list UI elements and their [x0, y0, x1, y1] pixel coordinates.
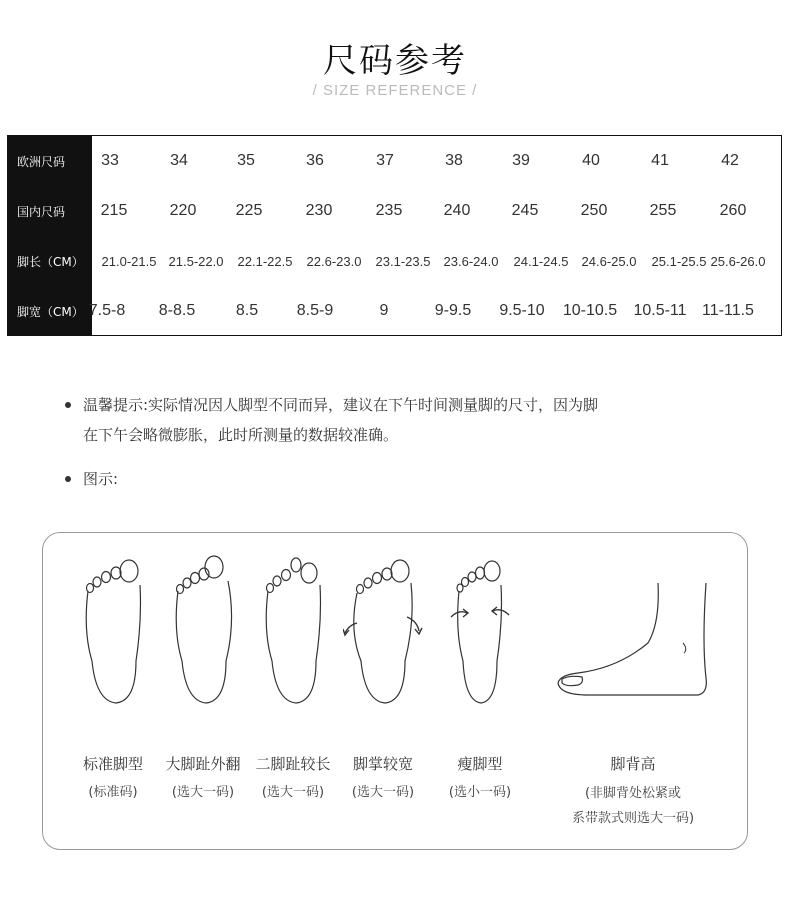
- table-cell: 250: [580, 202, 608, 219]
- table-cell: 9: [379, 302, 389, 319]
- table-cell: 38: [445, 152, 463, 169]
- table-cell: 255: [649, 202, 677, 219]
- table-cell: 40: [582, 152, 600, 169]
- table-cell: 36: [306, 152, 324, 169]
- foot-type-slim: [435, 551, 525, 800]
- table-cell: 41: [651, 152, 669, 169]
- table-row-eu: [8, 136, 781, 186]
- table-cell: 230: [305, 202, 333, 219]
- foot-note: (选大一码): [351, 785, 415, 800]
- row-label: 脚宽（CM）: [8, 286, 92, 336]
- wide-foot-icon: [343, 551, 423, 711]
- table-row-cn: [8, 186, 781, 236]
- table-cell: 25.6-26.0: [710, 253, 766, 269]
- diagram-label: 图示:: [83, 470, 119, 488]
- table-cell: 23.1-23.5: [375, 253, 431, 269]
- foot-note: (选大一码): [261, 785, 325, 800]
- foot-note: (选小一码): [448, 785, 512, 800]
- table-cell: 22.6-23.0: [306, 253, 362, 269]
- row-label: 国内尺码: [8, 186, 92, 236]
- table-cell: 8.5: [235, 302, 259, 319]
- table-row-width: [8, 286, 781, 336]
- foot-type-standard: [68, 551, 158, 800]
- foot-label: 二脚趾较长: [255, 755, 331, 773]
- table-cell: 8.5-9: [296, 302, 334, 319]
- page-title: 尺码参考: [323, 41, 467, 81]
- table-cell: 33: [101, 152, 119, 169]
- foot-type-long-second-toe: [248, 551, 338, 800]
- table-cell: 35: [237, 152, 255, 169]
- page-subtitle: / SIZE REFERENCE /: [312, 82, 478, 99]
- table-cell: 8-8.5: [158, 302, 196, 319]
- tip-note: [65, 390, 745, 450]
- table-cell: 11-11.5: [702, 302, 754, 319]
- table-cell: 9-9.5: [434, 302, 472, 319]
- table-cell: 9.5-10: [499, 302, 545, 319]
- foot-note: (标准码): [88, 785, 138, 800]
- foot-note-line: (非脚背处松紧或: [584, 786, 682, 801]
- table-cell: 34: [170, 152, 188, 169]
- foot-note-line: 系带款式则选大一码): [571, 811, 695, 826]
- foot-label: 大脚趾外翻: [165, 755, 241, 773]
- foot-type-bunion: [158, 551, 248, 800]
- standard-foot-icon: [78, 551, 148, 711]
- table-cell: 215: [100, 202, 128, 219]
- foot-note: (选大一码): [171, 785, 235, 800]
- tip-line-2: 在下午会略微膨胀，此时所测量的数据较准确。: [83, 426, 399, 444]
- foot-type-high-instep: [548, 583, 718, 826]
- table-cell: 235: [375, 202, 403, 219]
- table-cell: 225: [235, 202, 263, 219]
- foot-label: 脚背高: [610, 755, 656, 773]
- table-cell: 10.5-11: [633, 302, 687, 319]
- table-cell: 22.1-22.5: [237, 253, 293, 269]
- long-second-toe-foot-icon: [258, 551, 328, 711]
- tip-line-1: 温馨提示:实际情况因人脚型不同而异，建议在下午时间测量脚的尺寸，因为脚: [83, 396, 599, 414]
- bullet-icon: [65, 402, 71, 408]
- table-cell: 24.1-24.5: [513, 253, 569, 269]
- row-label: 欧洲尺码: [8, 136, 92, 186]
- table-cell: 21.5-22.0: [168, 253, 224, 269]
- table-cell: 25.1-25.5: [651, 253, 707, 269]
- size-table: [7, 135, 782, 336]
- table-cell: 21.0-21.5: [101, 253, 157, 269]
- foot-label: 标准脚型: [82, 755, 143, 773]
- table-cell: 24.6-25.0: [581, 253, 637, 269]
- table-cell: 37: [376, 152, 394, 169]
- foot-label: 瘦脚型: [457, 755, 503, 773]
- bunion-foot-icon: [168, 551, 238, 711]
- table-cell: 220: [169, 202, 197, 219]
- high-instep-foot-icon: [548, 583, 718, 713]
- table-cell: 260: [719, 202, 747, 219]
- table-cell: 23.6-24.0: [443, 253, 499, 269]
- foot-label: 脚掌较宽: [352, 755, 413, 773]
- table-cell: 10-10.5: [562, 302, 618, 319]
- table-cell: 240: [443, 202, 471, 219]
- foot-type-wide: [338, 551, 428, 800]
- diagram-note: [65, 464, 745, 494]
- table-row-length: [8, 236, 781, 286]
- table-cell: 42: [721, 152, 739, 169]
- notes-section: [65, 390, 745, 494]
- foot-diagram-panel: [42, 532, 748, 850]
- slim-foot-icon: [445, 551, 515, 711]
- foot-note: [528, 781, 738, 831]
- table-cell: 7.5-8: [88, 302, 126, 319]
- bullet-icon: [65, 476, 71, 482]
- table-cell: 245: [511, 202, 539, 219]
- table-cell: 39: [512, 152, 530, 169]
- row-label: 脚长（CM）: [8, 236, 92, 286]
